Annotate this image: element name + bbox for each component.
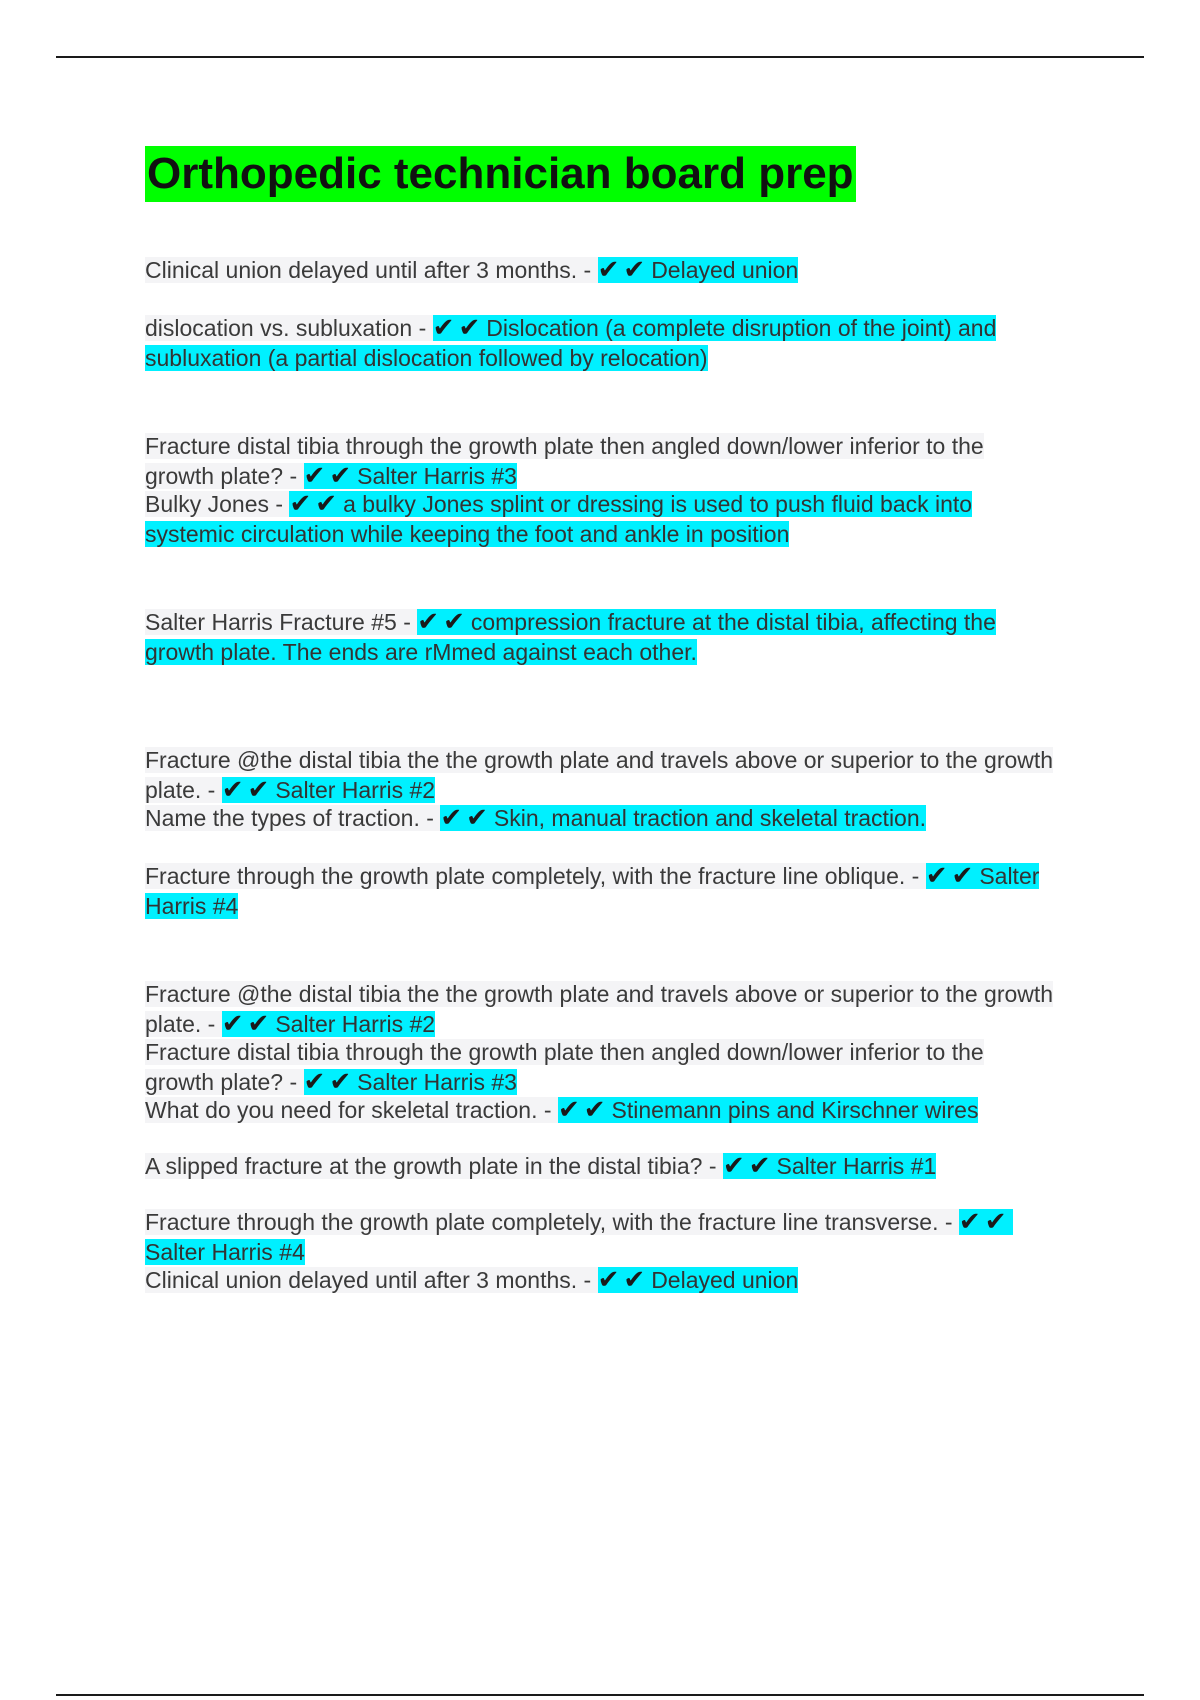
question-text: A slipped fracture at the growth plate in the distal tibia? xyxy=(145,1153,703,1179)
checkmark-icon: ✔ xyxy=(984,1207,1007,1237)
answer-text: Salter Harris #1 xyxy=(776,1153,937,1179)
answer-text: Salter Harris #3 xyxy=(357,463,517,489)
answer-text: Delayed union xyxy=(651,1267,799,1293)
qa-item xyxy=(145,1151,1057,1181)
question-text: Clinical union delayed until after 3 months. xyxy=(145,1267,578,1293)
checkmark-icon: ✔ xyxy=(329,461,352,491)
checkmark-icon: ✔ xyxy=(303,1067,326,1097)
answer-text: Salter Harris #2 xyxy=(275,1011,436,1037)
qa-item xyxy=(145,1265,1057,1295)
separator: - xyxy=(396,609,418,635)
answer xyxy=(222,1011,435,1037)
checkmark-icon: ✔ xyxy=(583,1095,606,1125)
qa-item xyxy=(145,1037,1057,1097)
separator: - xyxy=(201,777,222,803)
checkmark-icon: ✔ xyxy=(623,1265,646,1295)
qa-item xyxy=(145,431,1057,491)
answer xyxy=(723,1153,936,1179)
question-text: What do you need for skeletal traction. xyxy=(145,1097,538,1123)
answer xyxy=(304,463,517,489)
answer xyxy=(598,1267,799,1293)
question-text: Fracture @the distal tibia the the growth plate and travels above or superior to the growth plate. xyxy=(145,981,1054,1037)
answer xyxy=(304,1069,517,1095)
qa-item xyxy=(145,313,1057,373)
title-block xyxy=(145,146,856,202)
separator: - xyxy=(577,257,598,283)
answer-text: Delayed union xyxy=(651,257,799,283)
checkmark-icon: ✔ xyxy=(951,861,974,891)
answer xyxy=(558,1097,979,1123)
checkmark-icon: ✔ xyxy=(247,1009,270,1039)
question-text: Bulky Jones xyxy=(145,491,270,517)
checkmark-icon: ✔ xyxy=(557,1095,580,1125)
answer-text: Salter Harris #4 xyxy=(145,863,1040,919)
answer xyxy=(222,777,435,803)
qa-item xyxy=(145,489,1057,549)
checkmark-icon: ✔ xyxy=(289,489,312,519)
separator: - xyxy=(419,805,441,831)
checkmark-icon: ✔ xyxy=(722,1151,745,1181)
question-text: Fracture distal tibia through the growth plate then angled down/lower inferior to the growth plate? xyxy=(145,433,984,489)
qa-item xyxy=(145,803,1057,833)
separator: - xyxy=(201,1011,222,1037)
separator: - xyxy=(938,1209,959,1235)
checkmark-icon: ✔ xyxy=(303,461,326,491)
answer-text: Salter Harris #4 xyxy=(145,1239,305,1265)
question-text: Fracture through the growth plate completely, with the fracture line transverse. xyxy=(145,1209,939,1235)
top-rule xyxy=(56,56,1144,58)
checkmark-icon: ✔ xyxy=(329,1067,352,1097)
page-title: Orthopedic technician board prep xyxy=(145,146,856,202)
separator: - xyxy=(905,863,926,889)
checkmark-icon: ✔ xyxy=(443,607,465,637)
checkmark-icon: ✔ xyxy=(315,489,338,519)
question-text: dislocation vs. subluxation xyxy=(145,315,413,341)
separator: - xyxy=(537,1097,558,1123)
checkmark-icon: ✔ xyxy=(221,1009,244,1039)
qa-item xyxy=(145,745,1057,805)
separator: - xyxy=(283,463,304,489)
qa-item xyxy=(145,1207,1057,1267)
checkmark-icon: ✔ xyxy=(247,775,270,805)
separator: - xyxy=(412,315,433,341)
answer-text: Stinemann pins and Kirschner wires xyxy=(611,1097,979,1123)
qa-item xyxy=(145,255,1057,285)
qa-item xyxy=(145,1095,1057,1125)
question-text: Fracture through the growth plate completely, with the fracture line oblique. xyxy=(145,863,906,889)
checkmark-icon: ✔ xyxy=(221,775,244,805)
answer-text: a bulky Jones splint or dressing is used to push fluid back into systemic circulation while keeping the foot and ankle in position xyxy=(145,491,973,547)
question-text: Name the types of traction. xyxy=(145,805,420,831)
question-text: Salter Harris Fracture #5 xyxy=(145,609,397,635)
question-text: Fracture distal tibia through the growth plate then angled down/lower inferior to the growth plate? xyxy=(145,1039,984,1095)
checkmark-icon: ✔ xyxy=(417,607,440,637)
qa-item xyxy=(145,979,1057,1039)
separator: - xyxy=(269,491,290,517)
checkmark-icon: ✔ xyxy=(458,313,481,343)
answer-text: Dislocation (a complete disruption of the joint) and subluxation (a partial dislocation followed by relocation) xyxy=(145,315,997,371)
checkmark-icon: ✔ xyxy=(925,861,948,891)
qa-item xyxy=(145,861,1057,921)
separator: - xyxy=(702,1153,723,1179)
answer-text: compression fracture at the distal tibia, affecting the growth plate. The ends are rMmed against each other. xyxy=(145,609,996,665)
checkmark-icon: ✔ xyxy=(623,255,646,285)
answer-text: Salter Harris #2 xyxy=(275,777,436,803)
answer-text: Salter Harris #3 xyxy=(357,1069,517,1095)
bottom-rule xyxy=(56,1694,1144,1696)
checkmark-icon: ✔ xyxy=(440,803,463,833)
checkmark-icon: ✔ xyxy=(597,1265,620,1295)
answer-text: Skin, manual traction and skeletal traction. xyxy=(493,805,927,831)
checkmark-icon: ✔ xyxy=(597,255,620,285)
separator: - xyxy=(577,1267,598,1293)
answer xyxy=(440,805,926,831)
checkmark-icon: ✔ xyxy=(432,313,455,343)
separator: - xyxy=(283,1069,304,1095)
checkmark-icon: ✔ xyxy=(958,1207,981,1237)
qa-item xyxy=(145,607,1057,667)
answer xyxy=(598,257,799,283)
checkmark-icon: ✔ xyxy=(466,803,488,833)
question-text: Clinical union delayed until after 3 months. xyxy=(145,257,578,283)
checkmark-icon: ✔ xyxy=(748,1151,771,1181)
question-text: Fracture @the distal tibia the the growth plate and travels above or superior to the growth plate. xyxy=(145,747,1054,803)
